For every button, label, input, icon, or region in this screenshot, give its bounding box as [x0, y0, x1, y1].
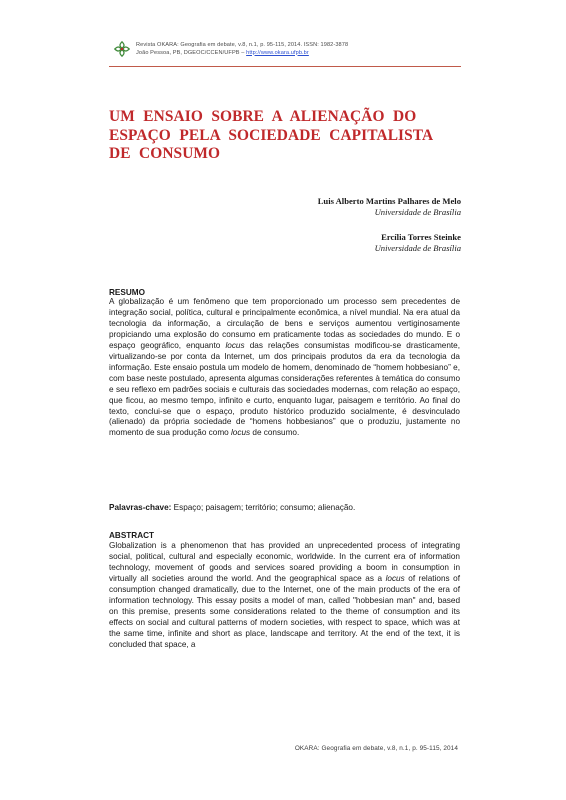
okara-leaf-logo-icon	[113, 40, 131, 58]
abstract-heading: ABSTRACT	[109, 531, 155, 540]
resumo-text-1: A globalização é um fenômeno que tem proporcionado um processo sem precedentes de integração social, política, cultural e principalmente econômica, a nível mundial. Na era atual da tecnologia da informação, a circulação de bens e serviços aumentou vertiginosamente propiciando uma explosão do consumo em praticamente todas as sociedades do mundo. E o espaço geográfico, enquanto	[109, 297, 460, 350]
resumo-text-2: das relações consumistas modificou-se drasticamente, virtualizando-se por conta da Internet, um dos principais produtos da era da tecnologia da informação. Este ensaio postula um modelo de homem, denominado de “homem hobbesiano” e, com base neste postulado, apresenta algumas considerações referentes à temática do consumo e seu reflexo em padrões sociais e culturais das sociedades modernas, com relação ao espaço, que ficou, ao mesmo tempo, infinito e curto, enquanto lugar, paisagem e território. Ao final do texto, conclui-se que o espaço, produto histórico produzido socialmente, é desvinculado (alienado) da própria sociedade de “homens hobbesianos” que o produziu, justamente no momento de sua produção como	[109, 340, 460, 438]
abstract-locus-term: locus	[385, 573, 405, 583]
author-name: Ercília Torres Steinke	[381, 232, 461, 242]
abstract-paragraph	[109, 541, 460, 651]
author-block	[375, 232, 461, 254]
resumo-text-3: de consumo.	[250, 428, 300, 438]
resumo-heading: RESUMO	[109, 288, 145, 297]
journal-website-link[interactable]: http://www.okara.ufpb.br	[246, 49, 309, 56]
article-title: UM ENSAIO SOBRE A ALIENAÇÃO DO ESPAÇO PELA SOCIEDADE CAPITALISTA DE CONSUMO	[109, 108, 433, 162]
author-block	[318, 196, 461, 218]
abstract-text-1: Globalization is a phenomenon that has provided an unprecedented process of integrating social, political, cultural and especially economic, worldwide. In the current era of information technology, movement of goods and services soared providing a boom in consumption in virtually all societies around the world. And the geographical space as a	[109, 541, 460, 583]
keywords-label: Palavras-chave:	[109, 503, 172, 512]
keywords-list: Espaço; paisagem; território; consumo; alienação.	[171, 503, 356, 512]
author-affiliation: Universidade de Brasília	[374, 243, 461, 253]
journal-header	[136, 42, 348, 57]
header-divider	[109, 66, 461, 67]
keywords-line	[109, 502, 355, 513]
abstract-text-2: of relations of consumption changed dramatically, due to the Internet, one of the main products of the era of information technology. This essay posits a model of man, called "hobbesian man" and, based on this premise, presents some considerations related to the theme of consumption and its effects on social and cultural patterns of modern societies, with respect to space, which was at the same time, infinite and short as place, landscape and territory. At the end of the text, it is concluded that space, a	[109, 573, 460, 649]
author-name: Luis Alberto Martins Palhares de Melo	[317, 196, 461, 206]
author-affiliation: Universidade de Brasília	[374, 207, 461, 217]
journal-citation-line: Revista OKARA: Geografia em debate, v.8, n.1, p. 95-115, 2014. ISSN: 1982-3878	[136, 42, 349, 48]
resumo-locus-term: locus	[225, 340, 245, 350]
resumo-locus-term: locus	[230, 428, 251, 438]
journal-location: João Pessoa, PB, DGEOC/CCEN/UFPB –	[136, 49, 247, 56]
resumo-paragraph	[109, 297, 460, 439]
page-footer: OKARA: Geografia em debate, v.8, n.1, p. 95-115, 2014	[294, 745, 458, 752]
journal-location-line	[136, 50, 348, 58]
